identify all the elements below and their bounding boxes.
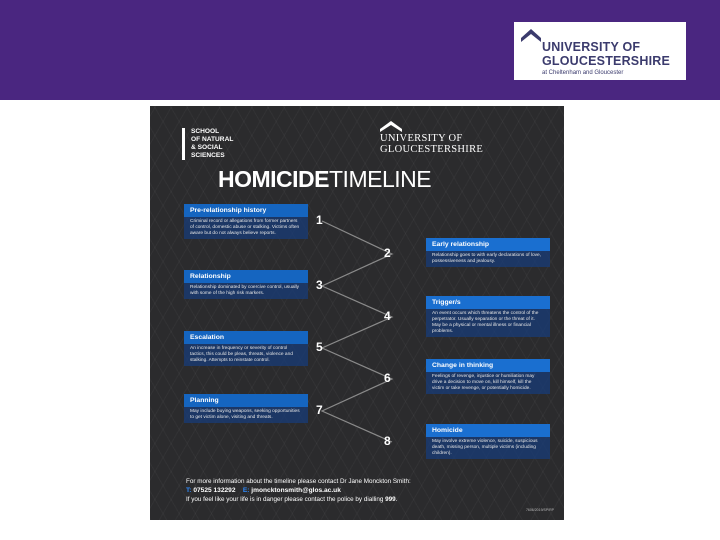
timeline-box-1	[184, 204, 308, 239]
logo-line-1: UNIVERSITY OF	[542, 40, 641, 54]
box-text: Relationship dominated by coercive control, usually with some of the high risk markers.	[184, 283, 308, 299]
poster-logo-line-2: GLOUCESTERSHIRE	[380, 144, 484, 155]
contact-intro: For more information about the timeline please contact Dr Jane Monckton Smith:	[186, 478, 411, 485]
homicide-timeline-poster	[150, 106, 564, 520]
box-heading: Homicide	[426, 424, 550, 437]
step-number: 2	[384, 246, 391, 260]
contact-details	[186, 486, 536, 495]
timeline-box-2	[426, 238, 550, 267]
timeline-box-5	[184, 331, 308, 366]
school-line: SCIENCES	[191, 152, 225, 159]
poster-footer	[186, 478, 554, 512]
step-number: 6	[384, 371, 391, 385]
poster-reference: 7606/2019/SP/RP	[525, 508, 554, 512]
box-heading: Planning	[184, 394, 308, 407]
box-heading: Change in thinking	[426, 359, 550, 372]
poster-logo-line-1: UNIVERSITY OF	[380, 133, 463, 144]
step-number: 4	[384, 309, 391, 323]
school-line: OF NATURAL	[191, 136, 234, 143]
box-text: May involve extreme violence, suicide, suspicious death, missing person, multiple victims (including children).	[426, 437, 550, 459]
title-bold: HOMICIDE	[218, 166, 329, 192]
box-text: May include buying weapons, seeking opportunities to get victim alone, visiting and threats.	[184, 407, 308, 423]
box-text: An increase in frequency or severity of control tactics, this could be pleas, threats, violence and stalking. Attempts to reinstate control.	[184, 344, 308, 366]
timeline-box-6	[426, 359, 550, 394]
danger-text-end: .	[395, 496, 398, 503]
timeline-box-4	[426, 296, 550, 337]
danger-notice	[186, 495, 536, 505]
box-heading: Early relationship	[426, 238, 550, 251]
tel-number: 07525 132292	[193, 487, 236, 494]
box-text: Feelings of revenge, injustice or humiliation may drive a decision to move on, kill himself, kill the victim or take revenge, or potentially homicide.	[426, 372, 550, 394]
box-text: Relationship goes to with early declarations of love, possessiveness and jealousy.	[426, 251, 550, 267]
school-line: SCHOOL	[191, 128, 220, 135]
step-number: 5	[316, 340, 323, 354]
danger-text: If you feel like your life is in danger please contact the police by dialling	[186, 496, 386, 503]
box-text: Criminal record or allegations from former partners of control, domestic abuse or stalking. Victims often aware but do not always believe reports.	[184, 217, 308, 239]
university-logo	[514, 22, 686, 80]
title-light: TIMELINE	[329, 166, 432, 192]
chevron-logo-icon	[520, 26, 542, 48]
box-heading: Trigger/s	[426, 296, 550, 309]
timeline-box-8	[426, 424, 550, 459]
timeline-box-7	[184, 394, 308, 423]
emergency-number: 999	[385, 496, 396, 503]
email-label: E:	[242, 487, 250, 494]
step-number: 3	[316, 278, 323, 292]
box-heading: Pre-relationship history	[184, 204, 308, 217]
timeline-box-3	[184, 270, 308, 299]
box-heading: Escalation	[184, 331, 308, 344]
school-line: & SOCIAL	[191, 144, 223, 151]
logo-line-2: GLOUCESTERSHIRE	[542, 54, 671, 68]
email-address: jmoncktonsmith@glos.ac.uk	[251, 487, 341, 494]
step-number: 7	[316, 403, 323, 417]
step-number: 1	[316, 213, 323, 227]
box-heading: Relationship	[184, 270, 308, 283]
logo-line-3: at Cheltenham and Gloucester	[542, 70, 624, 76]
tel-label: T:	[186, 487, 192, 494]
step-number: 8	[384, 434, 391, 448]
box-text: An event occurs which threatens the control of the perpetrator. Usually separation or the threat of it. May be a physical or mental illness or financial problems.	[426, 309, 550, 337]
